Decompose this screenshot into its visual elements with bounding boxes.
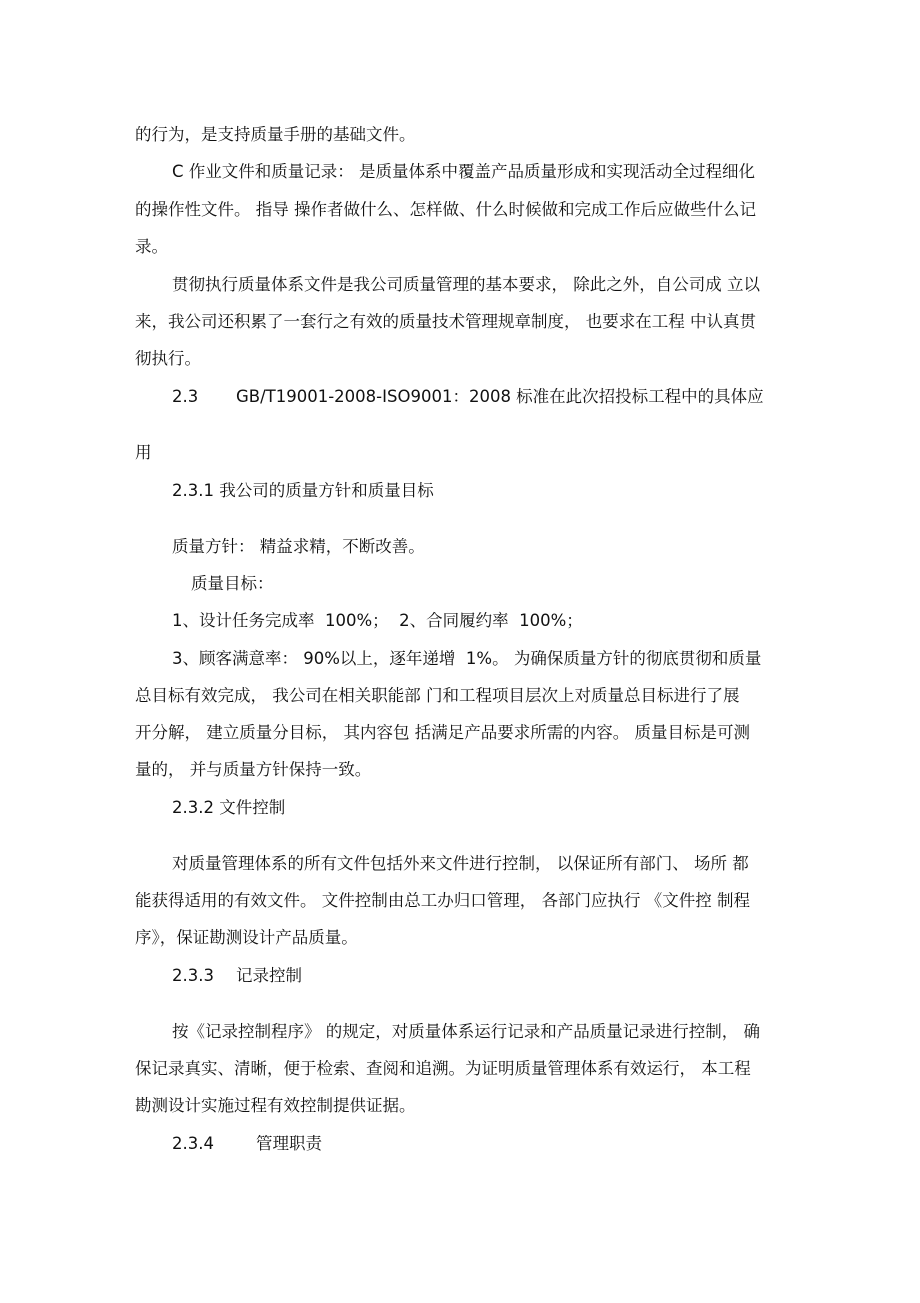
text-line: 贯彻执行质量体系文件是我公司质量管理的基本要求， 除此之外，自公司成 立以 xyxy=(172,275,760,294)
text-line: 序》，保证勘测设计产品质量。 xyxy=(135,928,358,947)
section-heading-2-3-1: 2.3.1 我公司的质量方针和质量目标 xyxy=(172,481,434,500)
section-number: 2.3 xyxy=(172,387,199,406)
section-number: 2.3.4 xyxy=(172,1134,214,1153)
text-line: 开分解， 建立质量分目标， 其内容包 括满足产品要求所需的内容。 质量目标是可测 xyxy=(135,723,750,742)
text-line: 的操作性文件。 指导 操作者做什么、怎样做、什么时候做和完成工作后应做些什么记 xyxy=(135,200,756,219)
quality-goal-1-2: 1、设计任务完成率 100%； 2、合同履约率 100%； xyxy=(172,611,583,630)
section-title: GB/T19001-2008-ISO9001：2008 标准在此次招投标工程中的具体应 xyxy=(236,387,764,406)
quality-policy: 质量方针： 精益求精，不断改善。 xyxy=(172,537,425,556)
text-line: 总目标有效完成， 我公司在相关职能部 门和工程项目层次上对质量总目标进行了展 xyxy=(135,686,740,705)
text-line: 3、顾客满意率： 90%以上，逐年递增 1%。 为确保质量方针的彻底贯彻和质量 xyxy=(172,649,762,668)
text-line: 能获得适用的有效文件。 文件控制由总工办归口管理， 各部门应执行 《文件控 制程 xyxy=(135,891,750,910)
text-line: 彻执行。 xyxy=(135,349,201,368)
section-title: 管理职责 xyxy=(256,1134,322,1153)
text-line: 的行为，是支持质量手册的基础文件。 xyxy=(135,125,416,144)
section-title-continuation: 用 xyxy=(135,443,152,462)
section-number: 2.3.3 xyxy=(172,966,214,985)
section-title: 记录控制 xyxy=(236,966,302,985)
text-line: C 作业文件和质量记录： 是质量体系中覆盖产品质量形成和实现活动全过程细化 xyxy=(172,162,756,181)
quality-goal-heading: 质量目标： xyxy=(191,574,274,593)
section-heading-2-3-2: 2.3.2 文件控制 xyxy=(172,798,286,817)
text-line: 录。 xyxy=(135,237,168,256)
text-line: 量的， 并与质量方针保持一致。 xyxy=(135,760,372,779)
text-line: 来，我公司还积累了一套行之有效的质量技术管理规章制度， 也要求在工程 中认真贯 xyxy=(135,312,756,331)
text-line: 勘测设计实施过程有效控制提供证据。 xyxy=(135,1096,416,1115)
text-line: 对质量管理体系的所有文件包括外来文件进行控制， 以保证所有部门、 场所 都 xyxy=(172,854,749,873)
text-line: 按《记录控制程序》 的规定，对质量体系运行记录和产品质量记录进行控制， 确 xyxy=(172,1022,760,1041)
text-line: 保记录真实、清晰，便于检索、查阅和追溯。为证明质量管理体系有效运行， 本工程 xyxy=(135,1059,751,1078)
